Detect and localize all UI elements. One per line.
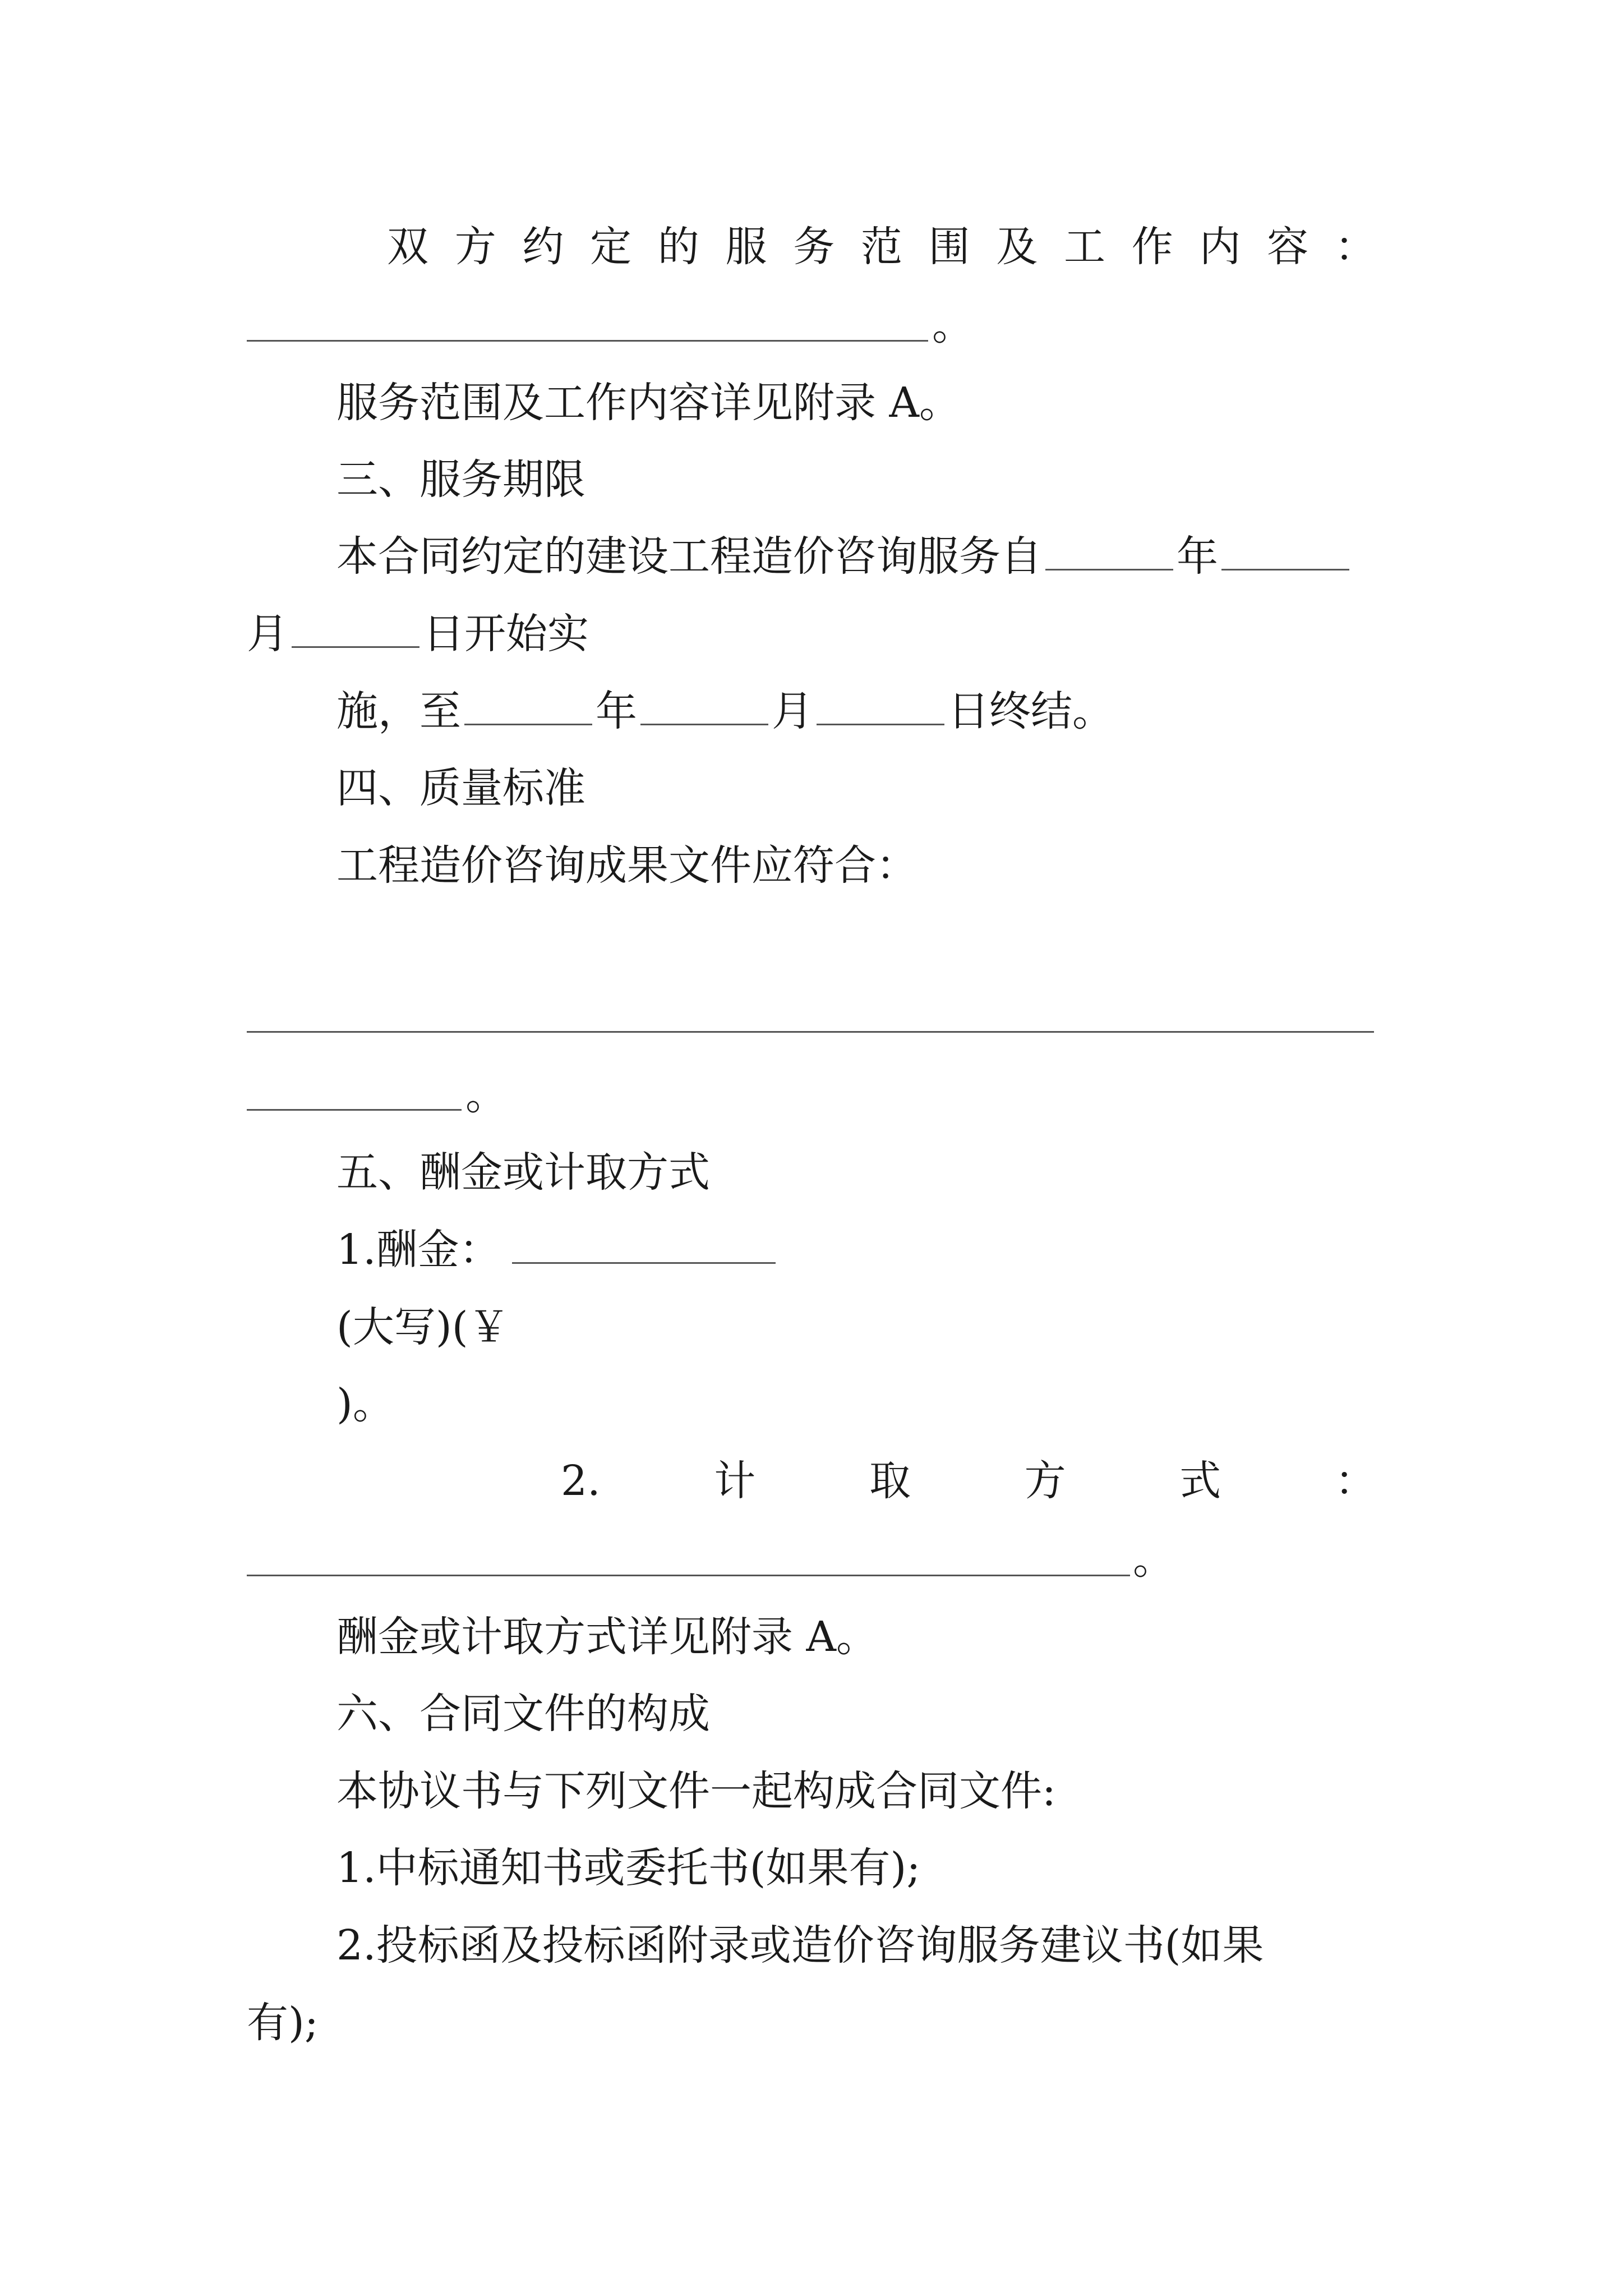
scope-char: 作 [1131, 223, 1173, 271]
calc-method-blank-end: 。 [1133, 1535, 1174, 1584]
scope-char: 及 [996, 223, 1038, 271]
quality-blank-line-1[interactable] [247, 1031, 1374, 1033]
service-period-line-1: 本合同约定的建设工程造价咨询服务自 年 [336, 528, 1392, 585]
start-month-blank-a[interactable] [1221, 528, 1349, 570]
start-day-blank[interactable] [292, 606, 419, 648]
fee-blank[interactable] [512, 1222, 776, 1264]
scope-char: 容 [1267, 223, 1309, 271]
calc-char: 式 [1179, 1457, 1221, 1505]
scope-blank-line[interactable] [247, 340, 928, 342]
end-month-blank[interactable] [640, 683, 768, 725]
scope-char: 工 [1064, 223, 1106, 271]
scope-char: 方 [454, 223, 496, 271]
fee-appendix-note: 酬金或计取方式详见附录 A。 [336, 1613, 878, 1661]
end-day-blank[interactable] [817, 683, 944, 725]
quality-blank-end: 。 [465, 1071, 507, 1119]
calc-method-blank-line[interactable] [247, 1575, 1130, 1576]
scope-char: 定 [590, 223, 632, 271]
calc-char: 2. [561, 1457, 601, 1505]
section-five-heading: 五、酬金或计取方式 [336, 1148, 710, 1197]
scope-char: 的 [657, 223, 699, 271]
calc-method-heading-line [561, 1453, 1376, 1509]
scope-char: 务 [793, 223, 835, 271]
scope-char: 围 [928, 223, 970, 271]
service-period-line-2: 月 日开始实 [247, 606, 1392, 662]
calc-char: 方 [1024, 1457, 1066, 1505]
scope-heading-line [387, 219, 1376, 275]
contract-docs-intro: 本协议书与下列文件一起构成合同文件: [336, 1767, 1056, 1815]
start-year-blank[interactable] [1045, 528, 1173, 570]
contract-doc-item-2-cont: 有); [247, 1999, 319, 2047]
fee-uppercase-line: (大写)(￥ [336, 1303, 510, 1351]
calc-char: ： [1334, 1457, 1376, 1505]
scope-appendix-note: 服务范围及工作内容详见附录 A。 [336, 379, 961, 427]
scope-char: 服 [725, 223, 767, 271]
calc-char: 计 [714, 1457, 756, 1505]
service-period-line-3: 施，至 年 月 日终结。 [336, 683, 1392, 739]
scope-char: 内 [1199, 223, 1241, 271]
end-year-blank[interactable] [464, 683, 592, 725]
section-six-heading: 六、合同文件的构成 [336, 1690, 710, 1738]
contract-doc-item-2: 2.投标函及投标函附录或造价咨询服务建议书(如果 [336, 1921, 1264, 1970]
scope-char: 约 [522, 223, 564, 271]
quality-standard-line: 工程造价咨询成果文件应符合： [336, 841, 917, 890]
scope-char: 范 [860, 223, 902, 271]
contract-doc-item-1: 1.中标通知书或委托书(如果有); [336, 1844, 921, 1892]
scope-char: ： [1334, 223, 1376, 271]
scope-char: 双 [387, 223, 428, 271]
fee-line: 1.酬金： [336, 1222, 1392, 1278]
section-three-heading: 三、服务期限 [336, 455, 585, 504]
calc-char: 取 [869, 1457, 911, 1505]
scope-blank-end: 。 [932, 301, 974, 349]
fee-close-line: )。 [336, 1380, 394, 1428]
section-four-heading: 四、质量标准 [336, 764, 585, 812]
quality-blank-line-2[interactable] [247, 1109, 462, 1111]
